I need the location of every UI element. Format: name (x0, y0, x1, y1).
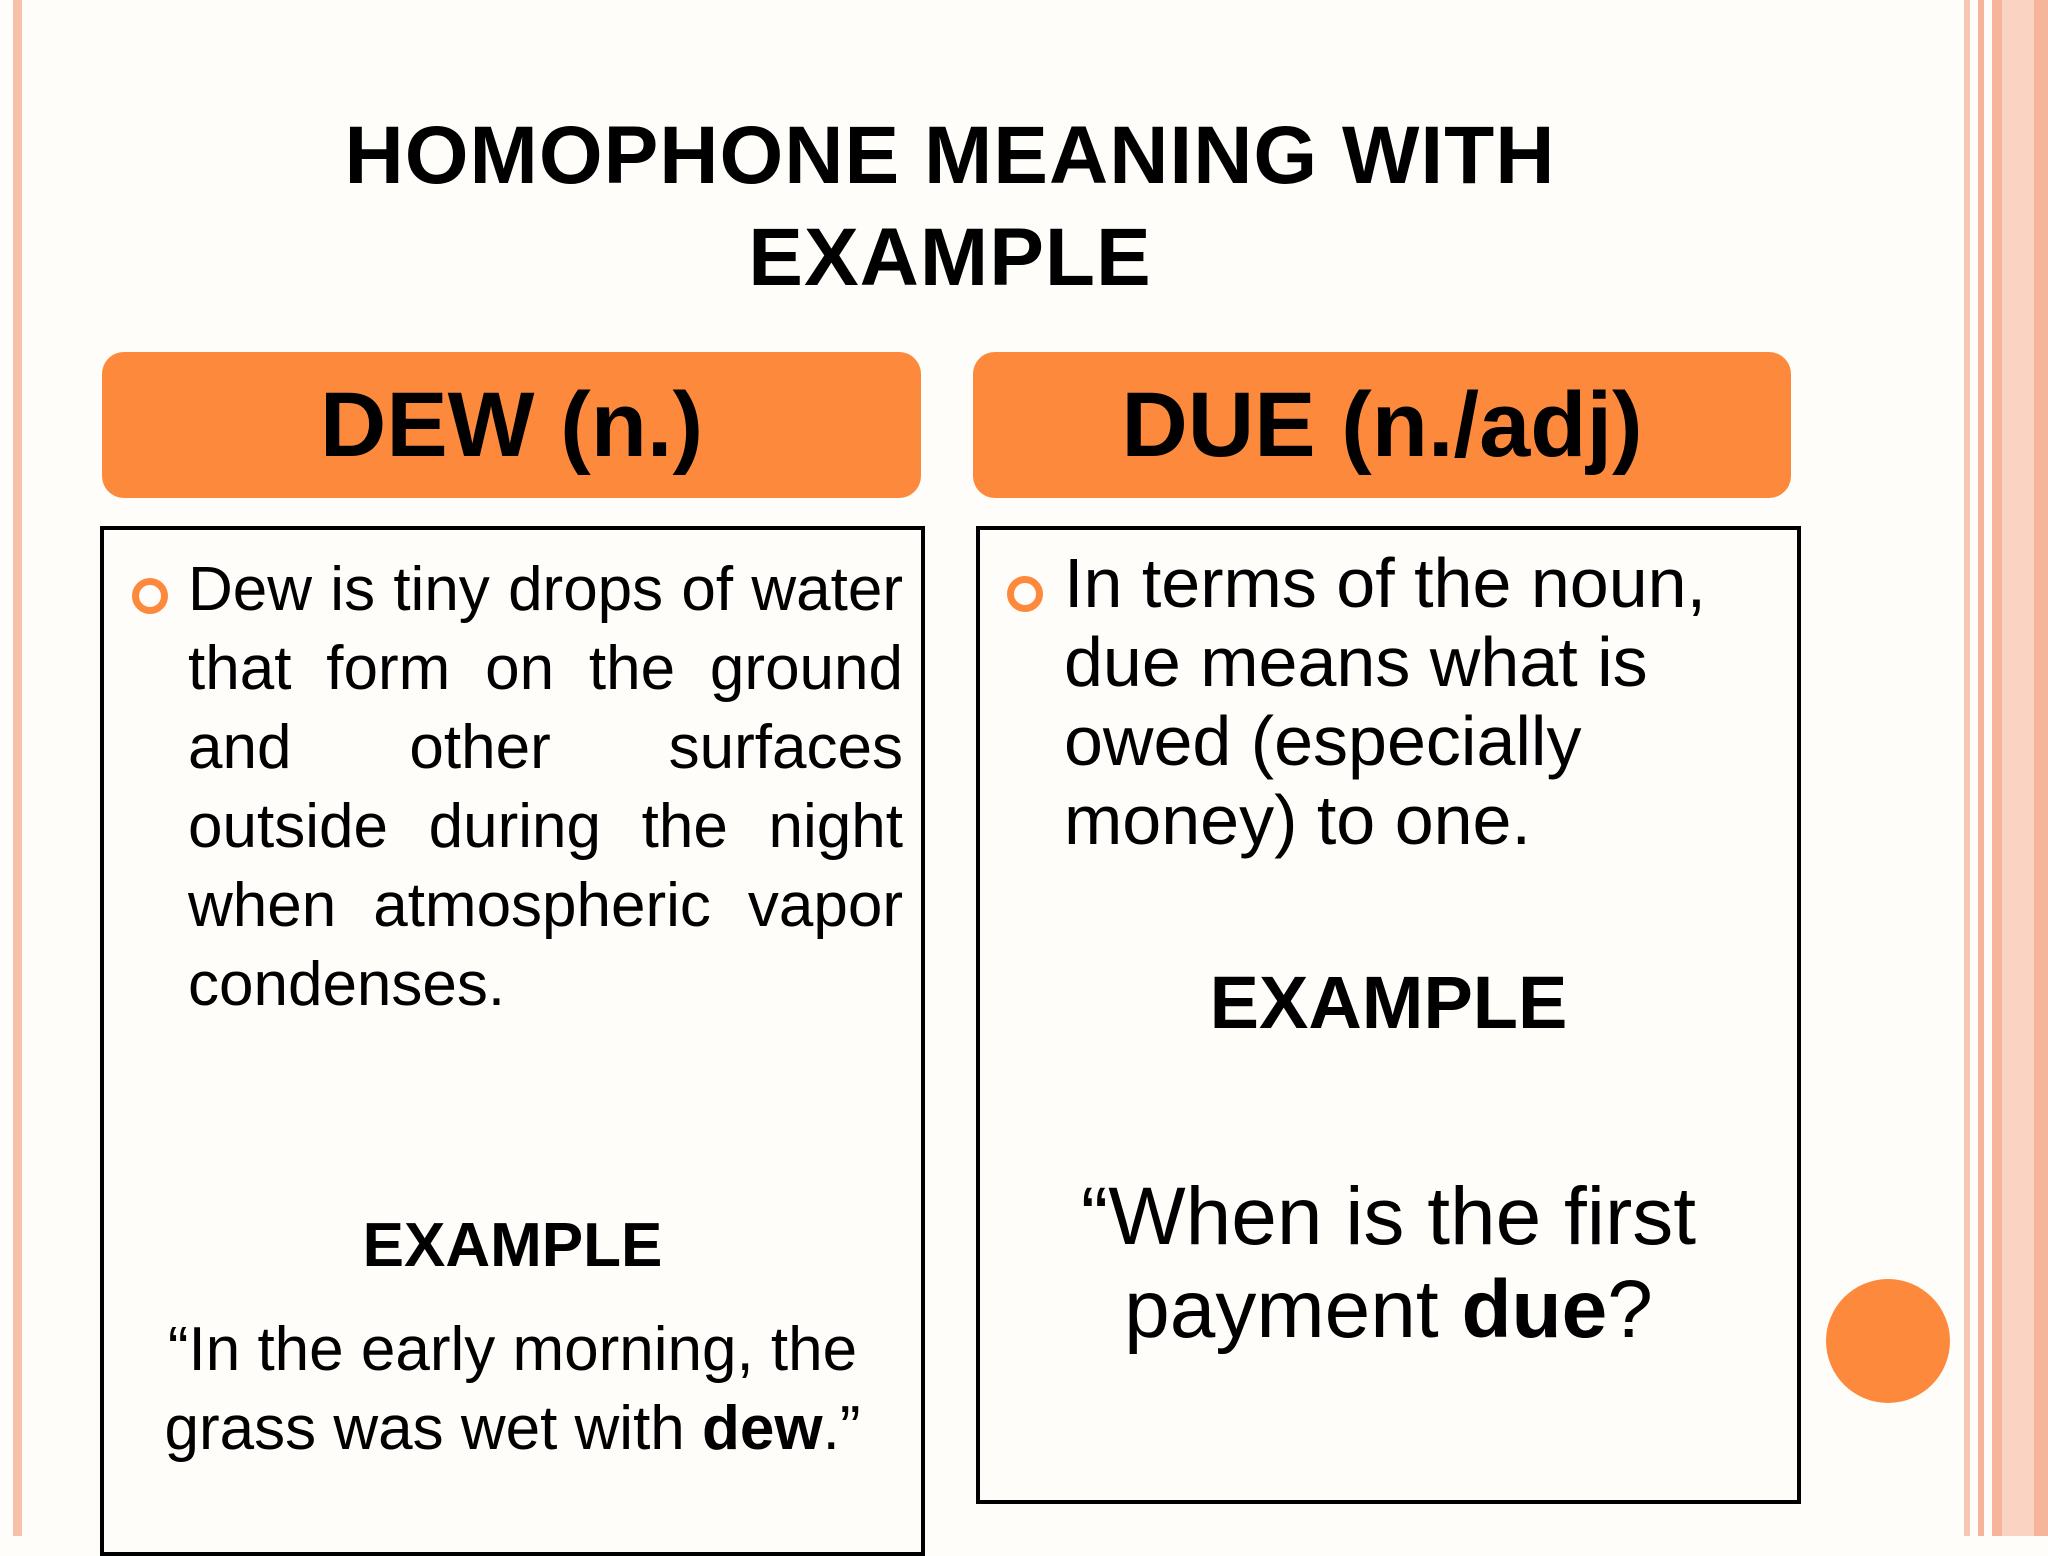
dew-bullet (132, 578, 168, 614)
due-term-header: DUE (n./adj) (973, 352, 1791, 498)
dew-example-heading: EXAMPLE (362, 1211, 663, 1280)
hollow-circle-bullet-icon (132, 578, 168, 614)
dew-example-end: .” (822, 1394, 861, 1463)
due-definition: In terms of the noun, due means what is owed (especially money) to one. (1064, 544, 1707, 859)
slide-title-line-1: HOMOPHONE MEANING WITH (344, 110, 1556, 201)
right-border-inner (2002, 0, 2034, 1536)
right-border-strips (1964, 0, 2048, 1536)
due-definition-box (976, 526, 1801, 1504)
left-border-strip (13, 0, 22, 1536)
dew-term-header: DEW (n.) (102, 352, 921, 498)
dew-example-sentence (104, 1310, 921, 1468)
slide-title-line-2: EXAMPLE (748, 212, 1152, 303)
due-example-sentence (980, 1170, 1797, 1356)
due-example-keyword: due (1461, 1264, 1608, 1355)
due-example-heading: EXAMPLE (1209, 961, 1568, 1044)
dew-definition-box (100, 526, 925, 1556)
slide-title (220, 105, 1680, 309)
due-example-text: “When is the first payment (1080, 1171, 1697, 1355)
dew-definition: Dew is tiny drops of water that form on the ground and other surfaces outside during the night when atmospheric vapor condenses. (188, 555, 903, 1019)
orange-circle-icon (1826, 1279, 1950, 1403)
due-bullet (1007, 576, 1043, 612)
hollow-circle-bullet-icon (1007, 576, 1043, 612)
due-example-end: ? (1607, 1264, 1653, 1355)
dew-example-keyword: dew (702, 1394, 823, 1463)
dew-example-text: “In the early morning, the grass was wet with (164, 1315, 858, 1463)
